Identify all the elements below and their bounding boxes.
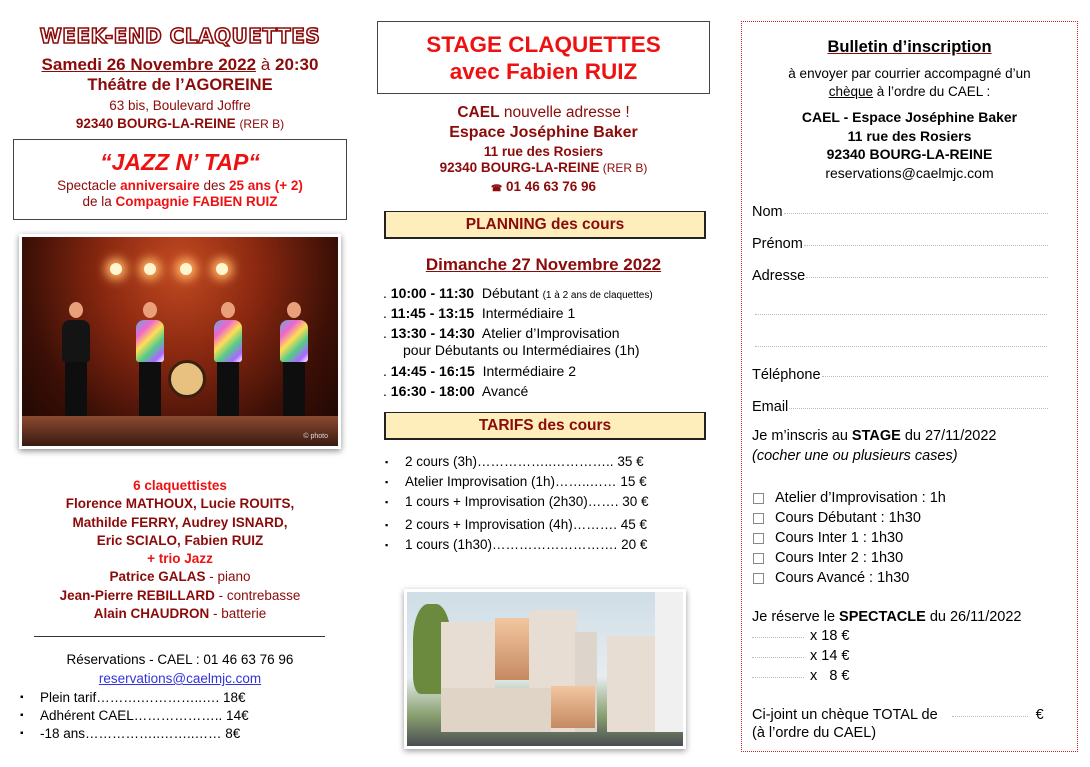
price-label: Plein tarif……….…………..…. 18€ (40, 690, 246, 705)
trio-heading: + trio Jazz (147, 551, 213, 567)
total-line (752, 707, 1044, 723)
show-subtitle-2 (14, 194, 346, 209)
espace-name: Espace Joséphine Baker (449, 124, 638, 141)
show-sub-text: Spectacle (57, 178, 121, 193)
field-label: Email (752, 399, 789, 415)
course-price-label: 1 cours + Improvisation (2h30)……. (405, 494, 619, 509)
field-label: Adresse (752, 268, 806, 284)
qty-input[interactable] (752, 657, 804, 658)
email-input[interactable] (789, 408, 1048, 409)
checkbox[interactable] (753, 513, 764, 524)
adresse-input-line-3[interactable] (755, 346, 1047, 347)
schedule-item: . 14:45 - 16:15 Intermédiaire 2 (383, 363, 577, 379)
cheque-word: chèque (828, 84, 873, 99)
checkbox[interactable] (753, 573, 764, 584)
bullet-icon: ▪ (20, 728, 24, 739)
musician-role: - piano (205, 569, 251, 585)
course-price-label: 2 cours + Improvisation (4h)………. (405, 517, 617, 532)
course-price-value: 20 € (621, 537, 648, 552)
building-block (441, 688, 551, 732)
qty-input[interactable] (752, 637, 804, 638)
spectacle-line (752, 609, 1021, 625)
dance-show-photo (19, 234, 341, 449)
show-price-list (20, 689, 249, 743)
schedule-note: (1 à 2 ans de claquettes) (542, 290, 653, 301)
form-instructions-2 (742, 84, 1077, 99)
course-price-item (385, 453, 649, 473)
schedule-label: Débutant (481, 285, 539, 301)
stage-floor (22, 416, 338, 446)
course-price-item (385, 493, 649, 513)
cast-heading: 6 claquettistes (133, 478, 227, 493)
schedule-item: . 10:00 - 11:30 Débutant (1 à 2 ans de claquettes) (383, 285, 653, 301)
form-instructions: à envoyer par courrier accompagné d’un (788, 66, 1031, 81)
course-price-value: 30 € (622, 494, 649, 509)
stage-date: du 27/11/2022 (900, 428, 997, 444)
field-label: Nom (752, 204, 783, 220)
schedule-time: 16:30 - 18:00 (390, 383, 475, 399)
schedule-time: 10:00 - 11:30 (390, 285, 475, 301)
form-address-line: 11 rue des Rosiers (847, 127, 972, 144)
course-option[interactable] (752, 508, 946, 528)
schedule-time: 13:30 - 14:30 (390, 325, 475, 341)
stage-word: STAGE (851, 428, 901, 444)
schedule-continuation: pour Débutants ou Intermédiaires (1h) (403, 342, 640, 358)
dancer (136, 302, 164, 424)
rer: (RER B) (599, 161, 648, 175)
course-price-value: 45 € (620, 517, 647, 532)
stage-title: STAGE CLAQUETTES (426, 32, 661, 57)
bullet-icon: ▪ (20, 710, 24, 721)
course-option[interactable] (752, 488, 946, 508)
building-glass (495, 618, 529, 680)
weekend-title: WEEK-END CLAQUETTES (39, 24, 321, 48)
course-option[interactable] (752, 548, 946, 568)
stage-hint: (cocher une ou plusieurs cases) (752, 448, 958, 464)
schedule-item: . 16:30 - 18:00 Avancé (383, 383, 529, 399)
musician (0, 568, 360, 586)
photo-credit: © photo (303, 433, 328, 440)
checkbox[interactable] (753, 533, 764, 544)
adresse-input[interactable] (806, 277, 1048, 278)
spectacle-date: du 26/11/2022 (925, 609, 1022, 625)
musician-name: Alain CHAUDRON (93, 606, 210, 622)
drum-kit (168, 360, 206, 398)
course-price-item (385, 516, 649, 536)
course-price-value: 15 € (620, 474, 647, 489)
dancer (280, 302, 308, 424)
option-label: Cours Débutant : 1h30 (775, 510, 921, 526)
show-sub-text: des (199, 178, 229, 193)
form-address-line: CAEL - Espace Joséphine Baker (801, 109, 1018, 125)
form-address (742, 108, 1077, 182)
venue-street: 63 bis, Boulevard Joffre (109, 98, 251, 113)
total-input[interactable] (952, 716, 1028, 717)
schedule-time: 11:45 - 13:15 (390, 305, 475, 321)
text: Je réserve le (752, 609, 840, 625)
option-label: Cours Inter 1 : 1h30 (775, 530, 904, 546)
ticket-price: x 8 € (810, 668, 850, 684)
telephone-input[interactable] (822, 376, 1048, 377)
price-item (20, 689, 249, 707)
street: 11 rue des Rosiers (483, 144, 604, 159)
venue-city: 92340 BOURG-LA-REINE (75, 116, 236, 131)
cast-list (0, 477, 360, 623)
bullet-icon: ▪ (385, 540, 389, 550)
price-label: Adhérent CAEL……………….. 14€ (40, 708, 249, 723)
cael-new-address: nouvelle adresse ! (499, 104, 630, 121)
form-address-line: 92340 BOURG-LA-REINE (826, 146, 993, 162)
currency: € (1035, 707, 1044, 723)
venue-city-line (0, 116, 360, 131)
phone-number: 01 46 63 76 96 (505, 179, 597, 194)
prenom-field[interactable] (752, 236, 1048, 252)
stage-scene (22, 237, 338, 446)
course-price-label: 2 cours (3h)……………..………….. (405, 454, 614, 469)
cael-name: CAEL (457, 104, 500, 121)
musician (0, 605, 360, 623)
adresse-field[interactable] (752, 268, 1048, 284)
cael-notice (377, 104, 710, 122)
building-block (655, 592, 683, 732)
course-options (752, 488, 946, 588)
show-box (13, 139, 347, 220)
email-field[interactable] (752, 399, 1048, 415)
phone-icon: ☎ (490, 183, 503, 193)
musician-name: Jean-Pierre REBILLARD (59, 587, 215, 603)
divider (34, 636, 325, 637)
musician-role: - batterie (209, 606, 267, 622)
reservations-phone: Réservations - CAEL : 01 46 63 76 96 (66, 652, 294, 667)
building-block (607, 636, 655, 732)
venue-rer: (RER B) (239, 117, 285, 131)
show-time: 20:30 (274, 55, 319, 74)
course-price-item (385, 536, 649, 556)
phone-line (377, 179, 710, 194)
show-title: “JAZZ N’ TAP“ (100, 149, 260, 175)
show-subtitle-1 (14, 178, 346, 193)
city-line (377, 160, 710, 175)
stage-title-box (377, 21, 710, 94)
bullet-icon: ▪ (385, 497, 389, 507)
bullet-icon: ▪ (20, 692, 24, 703)
spotlight (180, 263, 192, 275)
price-item (20, 707, 249, 725)
venue-name: Théâtre de l’AGOREINE (87, 76, 273, 94)
bullet-icon: ▪ (385, 520, 389, 530)
cast-line: Eric SCIALO, Fabien RUIZ (96, 532, 264, 548)
cast-line: Mathilde FERRY, Audrey ISNARD, (72, 514, 288, 530)
ticket-price: x 18 € (810, 628, 850, 644)
dancer (62, 302, 90, 424)
qty-input[interactable] (752, 677, 804, 678)
spectacle-word: SPECTACLE (839, 609, 926, 625)
cast-line: Florence MATHOUX, Lucie ROUITS, (65, 496, 295, 512)
musician-role: - contrebasse (214, 587, 301, 603)
company-name: Compagnie FABIEN RUIZ (115, 194, 278, 209)
dancer (214, 302, 242, 424)
price-item (20, 725, 249, 743)
tarifs-header: TARIFS des cours (384, 412, 706, 440)
nom-input[interactable] (784, 213, 1048, 214)
schedule-list (383, 285, 653, 403)
course-price-item (385, 473, 649, 493)
ticket-qty-18[interactable] (752, 628, 850, 644)
prenom-input[interactable] (804, 245, 1048, 246)
course-day: Dimanche 27 Novembre 2022 (425, 255, 662, 274)
ticket-price: x 14 € (810, 648, 850, 664)
stage-subtitle: avec Fabien RUIZ (449, 59, 638, 84)
show-date: Samedi 26 Novembre 2022 (41, 55, 257, 74)
city: 92340 BOURG-LA-REINE (439, 160, 600, 175)
ticket-qty-8[interactable] (752, 668, 850, 684)
schedule-item: . 13:30 - 14:30 Atelier d’Improvisation pour Débutants ou Intermédiaires (1h) (383, 325, 653, 363)
show-date-line (0, 55, 360, 75)
checkbox[interactable] (753, 493, 764, 504)
total-note: (à l’ordre du CAEL) (752, 725, 877, 741)
adresse-input-line-2[interactable] (755, 314, 1047, 315)
form-title: Bulletin d’inscription (827, 38, 992, 56)
building-render (407, 592, 683, 746)
bullet-icon: ▪ (385, 457, 389, 467)
show-sub-years: 25 ans (+ 2) (228, 178, 303, 193)
building-photo (404, 589, 686, 749)
option-label: Atelier d’Improvisation : 1h (775, 490, 946, 506)
planning-header: PLANNING des cours (384, 211, 706, 239)
field-label: Téléphone (752, 367, 821, 383)
course-price-value: 35 € (617, 454, 644, 469)
course-price-label: 1 cours (1h30)………………………. (405, 537, 618, 552)
schedule-time: 14:45 - 16:15 (390, 363, 475, 379)
field-label: Prénom (752, 236, 803, 252)
spotlight (110, 263, 122, 275)
musician-name: Patrice GALAS (109, 569, 206, 585)
telephone-field[interactable] (752, 367, 1048, 383)
option-label: Cours Avancé : 1h30 (775, 570, 910, 586)
spotlight (216, 263, 228, 275)
option-label: Cours Inter 2 : 1h30 (775, 550, 904, 566)
show-sub-anniversaire: anniversaire (120, 178, 200, 193)
schedule-item: . 11:45 - 13:15 Intermédiaire 1 (383, 305, 576, 321)
checkbox[interactable] (753, 553, 764, 564)
nom-field[interactable] (752, 204, 1048, 220)
musician (0, 587, 360, 605)
total-label: Ci-joint un chèque TOTAL de (752, 707, 938, 723)
schedule-label: Avancé (481, 383, 529, 399)
stage-registration-line (752, 428, 996, 444)
spotlight (144, 263, 156, 275)
course-price-list (385, 453, 649, 556)
show-sub-text: de la (82, 194, 116, 209)
text: Je m’inscris au (752, 428, 852, 444)
order-text: à l’ordre du CAEL : (872, 84, 991, 99)
price-label: -18 ans……………..……..…… 8€ (40, 726, 241, 741)
bullet-icon: ▪ (385, 477, 389, 487)
registration-form (741, 21, 1078, 752)
course-option[interactable] (752, 568, 946, 588)
schedule-label: Intermédiaire 2 (482, 363, 577, 379)
form-email: reservations@caelmjc.com (825, 164, 994, 181)
course-option[interactable] (752, 528, 946, 548)
schedule-label: Atelier d’Improvisation (481, 325, 620, 341)
reservations-email-link[interactable]: reservations@caelmjc.com (98, 671, 262, 686)
schedule-label: Intermédiaire 1 (481, 305, 576, 321)
building-glass (551, 686, 595, 728)
course-price-label: Atelier Improvisation (1h)……..…… (405, 474, 617, 489)
show-at: à (260, 55, 271, 74)
ticket-qty-14[interactable] (752, 648, 850, 664)
cael-address (377, 104, 710, 194)
